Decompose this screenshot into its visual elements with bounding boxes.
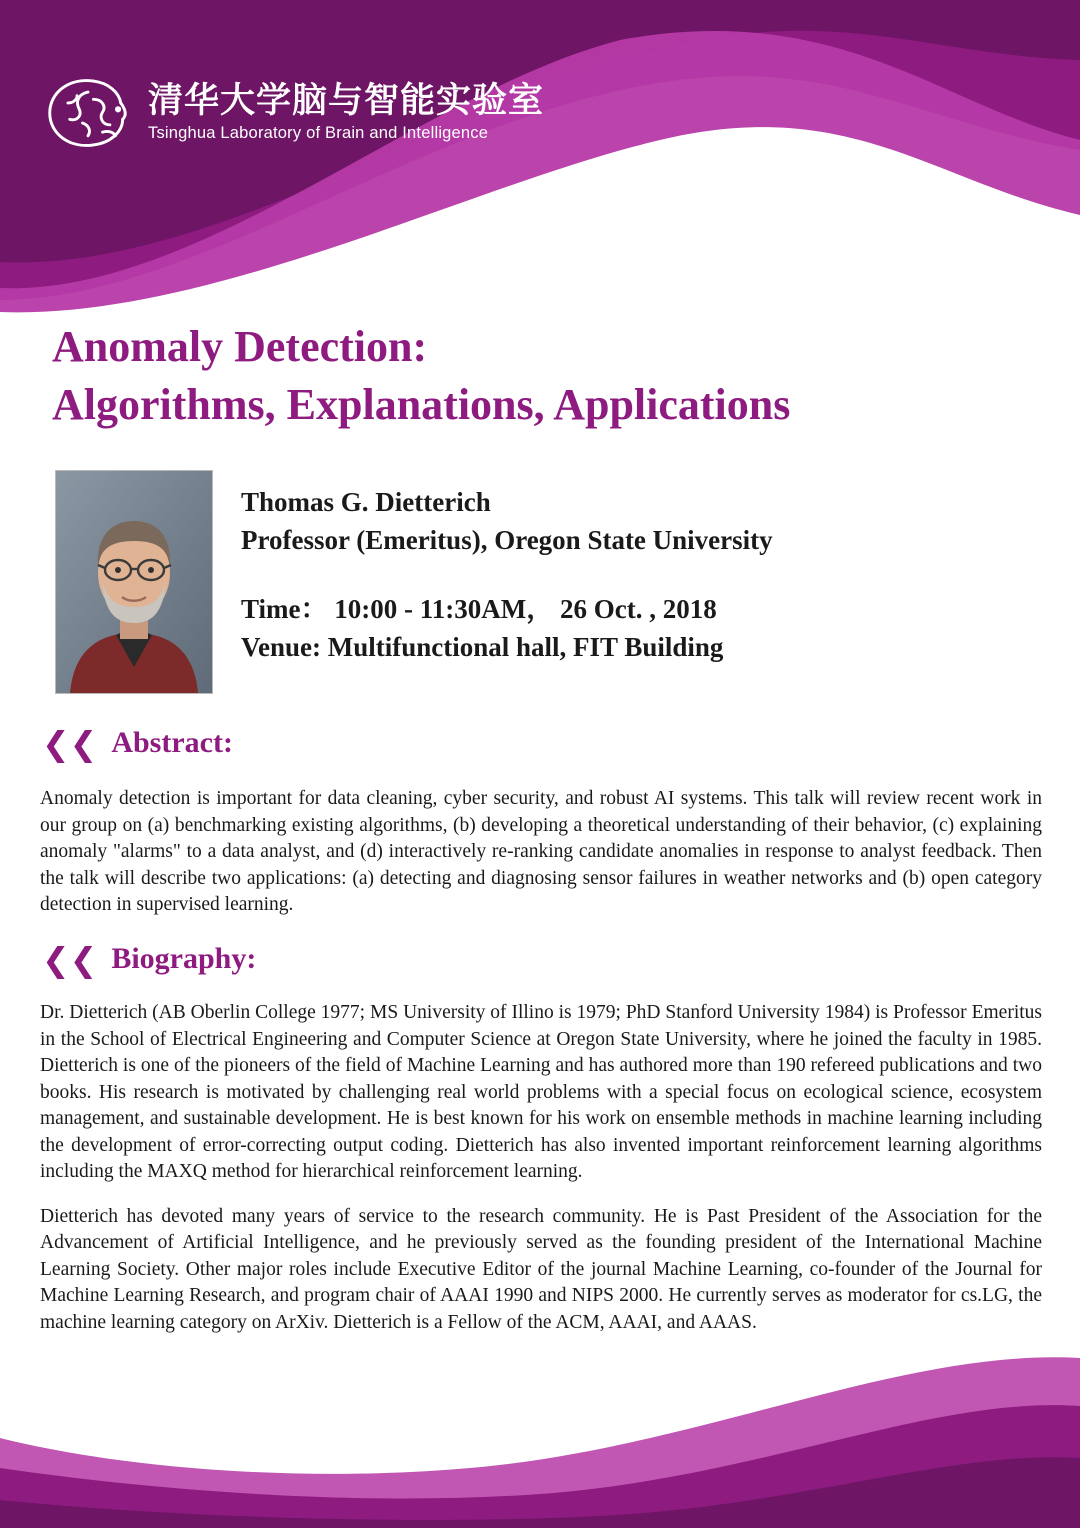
biography-heading-label: Biography: — [111, 942, 257, 975]
biography-heading — [42, 939, 257, 979]
speaker-block — [55, 470, 1015, 694]
biography-paragraph-1: Dr. Dietterich (AB Oberlin College 1977; MS University of Illino is 1979; PhD Stanford University 1984) is Professor Emeritus in the School of Electrical Engineering and Computer Science at Oregon State University, where he joined the faculty in 1985. Dietterich is one of the pioneers of the field of Machine Learning and has authored more than 190 refereed publications and two books. His research is motivated by challenging real world problems with a special focus on ecological science, ecosystem management, and sustainable development. He is best known for his work on ensemble methods in machine learning including the development of error-correcting output coding. Dietterich has also invented important reinforcement learning algorithms including the MAXQ method for hierarchical reinforcement learning. — [40, 1002, 1042, 1183]
biography-paragraph-2: Dietterich has devoted many years of service to the research community. He is Past President of the Association for the Advancement of Artificial Intelligence, and he previously served as the founding president of the International Machine Learning Society. Other major roles include Executive Editor of the journal Machine Learning, co-founder of the Journal for Machine Learning Research, and program chair of AAAI 1990 and NIPS 2000. He currently serves as moderator for cs.LG, the machine learning category on ArXiv. Dietterich is a Fellow of the ACM, AAAI, and AAAS. — [40, 1205, 1042, 1333]
title-line-1: Anomaly Detection: — [52, 322, 428, 371]
brain-logo-icon — [42, 72, 134, 154]
abstract-body — [40, 786, 1042, 919]
lab-logo — [42, 72, 544, 154]
abstract-heading — [42, 723, 233, 763]
talk-time: Time： 10:00 - 11:30AM， 26 Oct. , 2018 — [241, 593, 717, 624]
talk-venue: Venue: Multifunctional hall, FIT Building — [241, 631, 724, 662]
chevron-double-right-icon: ❮❮ — [42, 723, 98, 763]
page-title — [52, 318, 1012, 434]
header-wave-decoration — [0, 0, 1080, 320]
biography-body — [40, 1000, 1042, 1336]
lab-name-en: Tsinghua Laboratory of Brain and Intelligence — [148, 124, 489, 143]
speaker-portrait — [55, 470, 213, 694]
chevron-double-right-icon: ❮❮ — [42, 939, 98, 979]
speaker-affiliation: Professor (Emeritus), Oregon State University — [241, 525, 773, 556]
abstract-heading-label: Abstract: — [111, 726, 233, 759]
footer-wave-decoration — [0, 1318, 1080, 1528]
title-line-2: Algorithms, Explanations, Applications — [52, 380, 791, 430]
speaker-details — [241, 470, 773, 666]
speaker-name: Thomas G. Dietterich — [241, 487, 491, 517]
abstract-paragraph: Anomaly detection is important for data cleaning, cyber security, and robust AI systems. This talk will review recent work in our group on (a) benchmarking existing algorithms, (b) developing a theoretical understanding of their behavior, (c) explaining anomaly "alarms" to a data analyst, and (d) interactively re-ranking candidate anomalies in response to analyst feedback. Then the talk will describe two applications: (a) detecting and diagnosing sensor failures in weather networks and (b) open category detection in supervised learning. — [40, 788, 1042, 916]
lab-name-cn: 清华大学脑与智能实验室 — [148, 81, 545, 122]
